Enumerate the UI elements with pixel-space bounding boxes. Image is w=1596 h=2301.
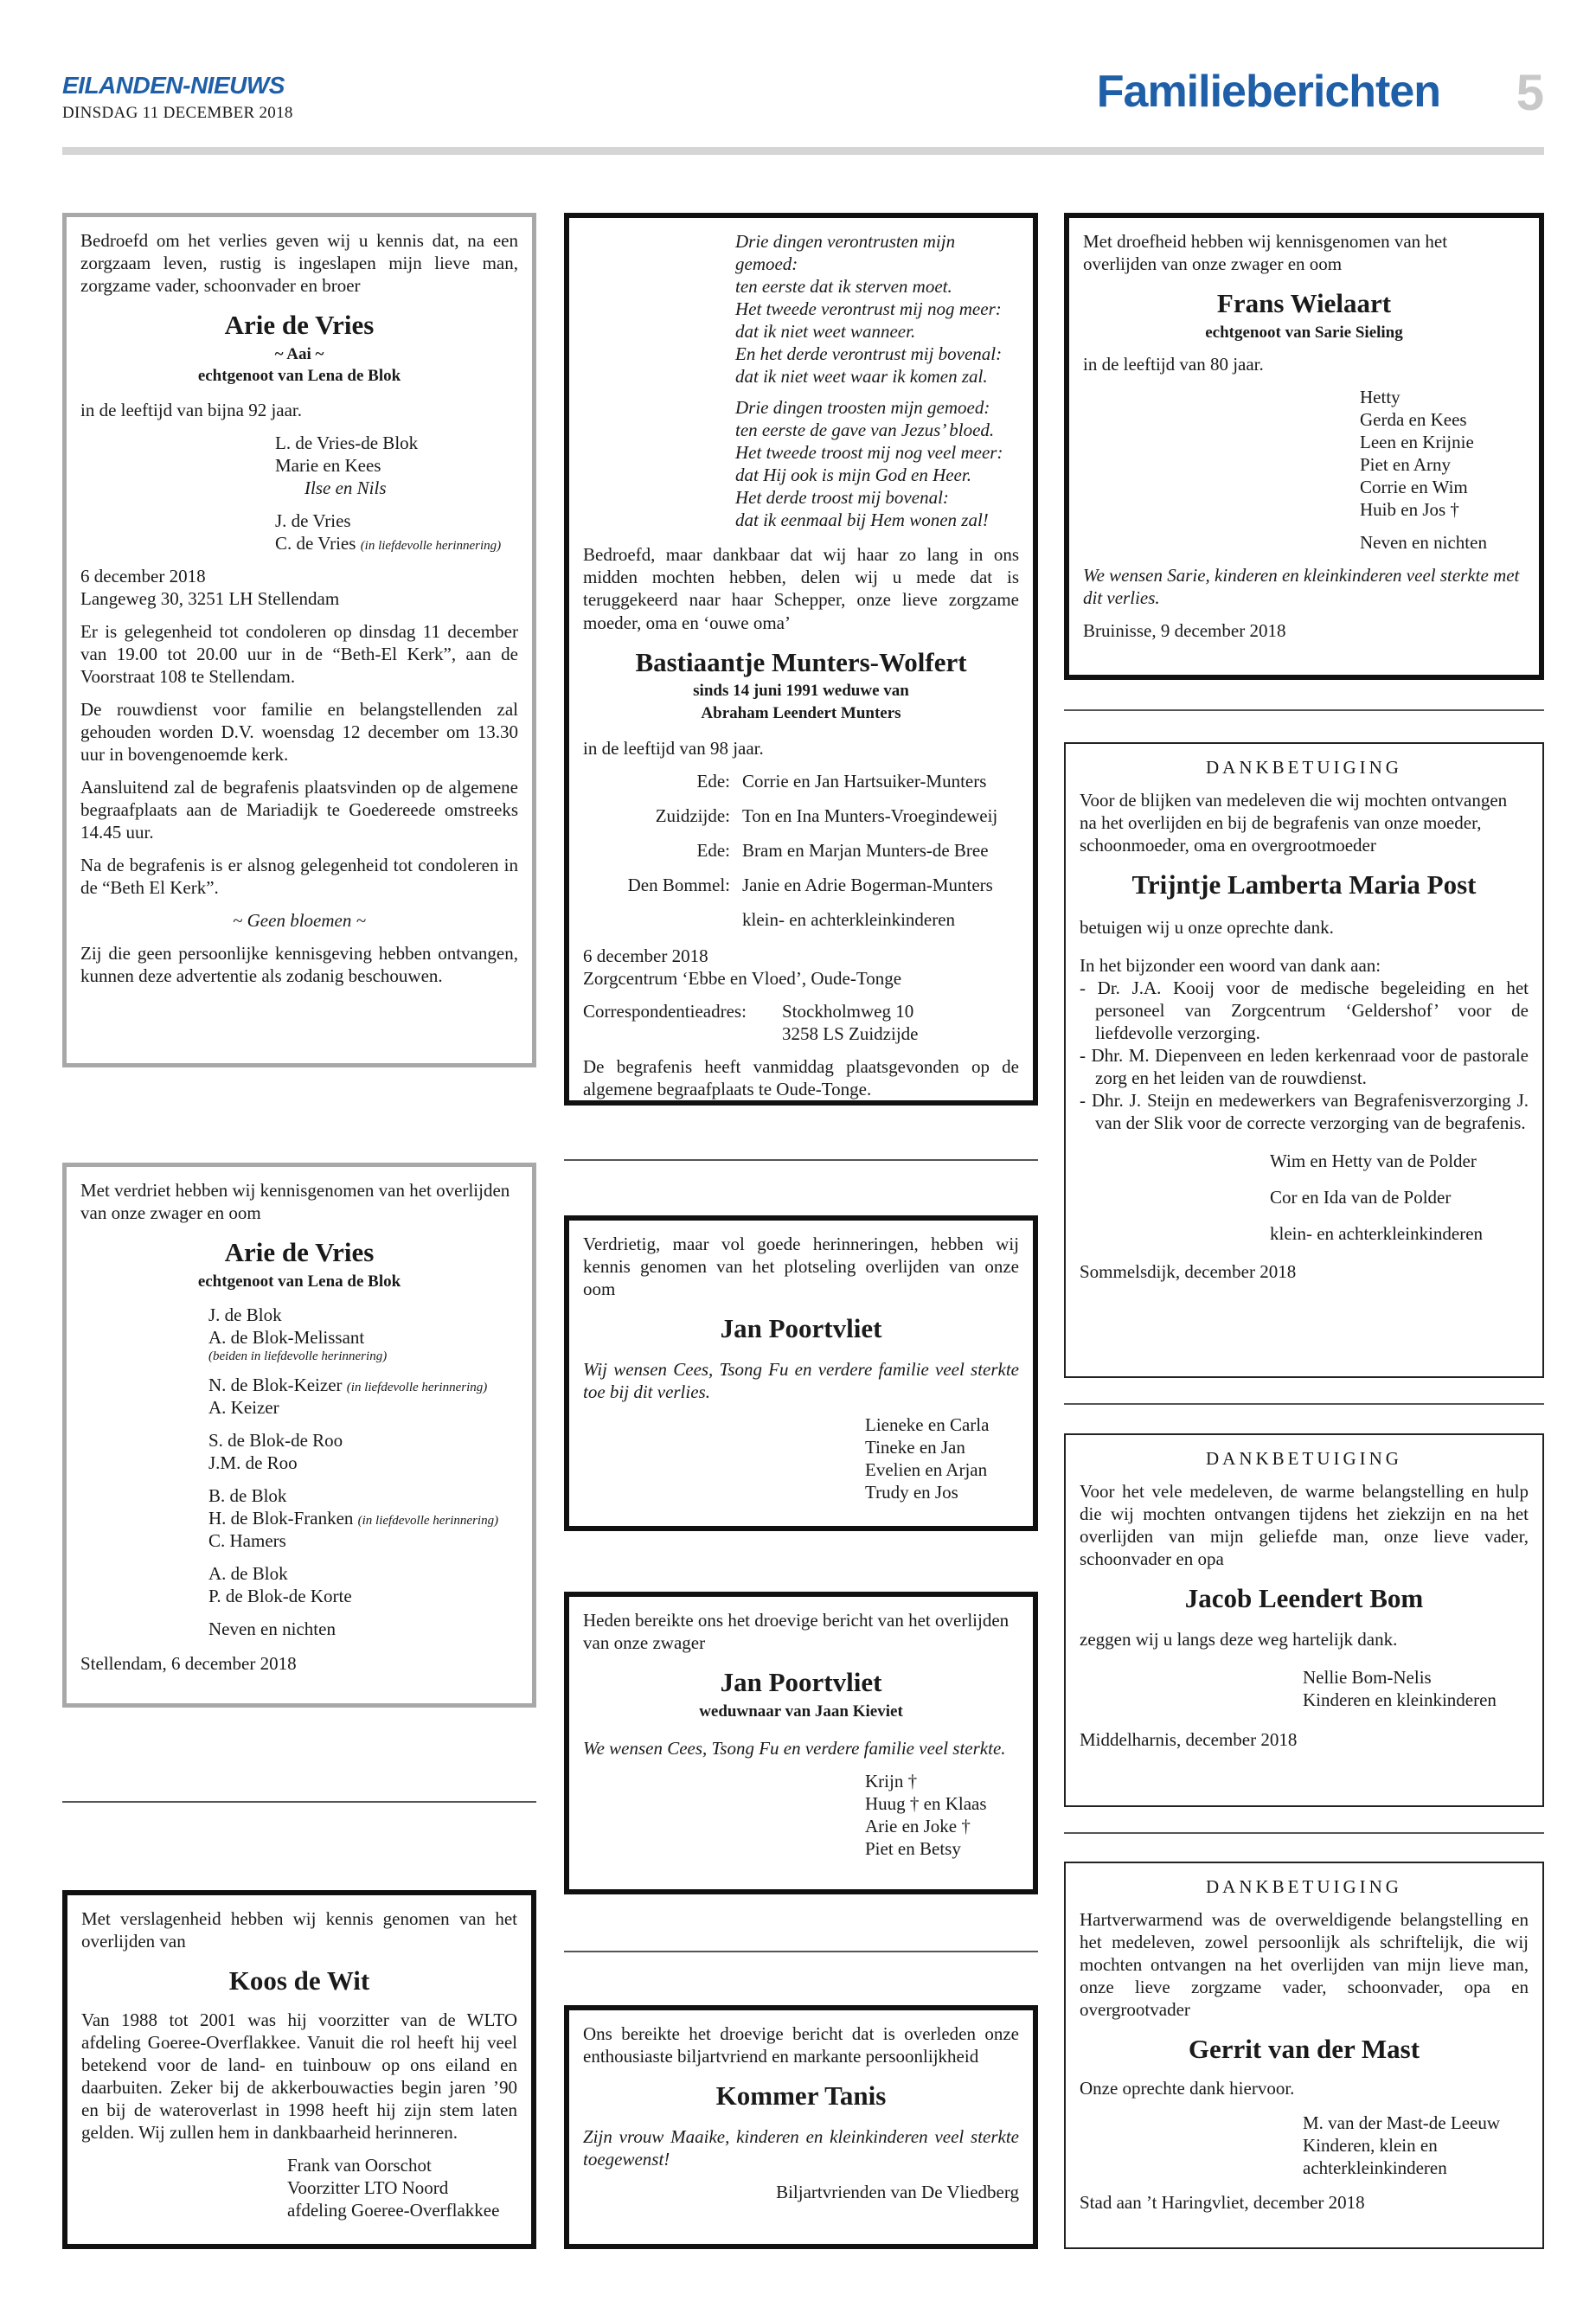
header-divider: [62, 147, 1544, 155]
thanks-text: zeggen wij u langs deze weg hartelijk dank.: [1080, 1628, 1398, 1650]
address-line: Langeweg 30, 3251 LH Stellendam: [80, 587, 340, 609]
family-place: Zuidzijde:: [655, 805, 730, 827]
deceased-name: Gerrit van der Mast: [1188, 2034, 1420, 2065]
intro-text: Voor de blijken van medeleven die wij mochten ontvangen na het overlijden en bij de begrafenis van onze moeder, schoonmoeder, oma en overgrootmoeder: [1080, 790, 1508, 856]
signatory: C. de Vries (in liefdevolle herinnering): [275, 532, 502, 554]
signatory: A. Keizer: [208, 1396, 279, 1418]
signatory: P. de Blok-de Korte: [208, 1585, 352, 1606]
place-date: Stellendam, 6 december 2018: [80, 1653, 297, 1675]
signatories: [1303, 1666, 1529, 1711]
poem-verse-1: Drie dingen verontrusten mijn gemoed: ten eerste dat ik sterven moet. Het tweede verontrust mij nog meer: dat ik niet weet wanneer. En het derde verontrust mij bovenal: dat ik niet weet waar ik komen zal.: [735, 231, 1003, 388]
deceased-name: Bastiaantje Munters-Wolfert: [635, 646, 967, 677]
closing-text: De begrafenis heeft vanmiddag plaatsgevonden op de algemene begraafplaats te Oude-Tonge.: [583, 1056, 1019, 1100]
thanks-item: - Dr. J.A. Kooij voor de medische begeleiding en het personeel van Zorgcentrum ‘Geldershof’ voor de liefdevolle verzorging.: [1080, 977, 1529, 1043]
signatory: Piet en Betsy: [865, 1838, 961, 1860]
intro-text: Ons bereikte het droevige bericht dat is overleden onze enthousiaste biljartvriend en markante persoonlijkheid: [583, 2023, 1019, 2067]
spouse-line: echtgenoot van Lena de Blok: [197, 367, 401, 386]
signatory: afdeling Goeree-Overflakkee: [287, 2199, 500, 2221]
obituary-arie-de-vries-family: [62, 213, 536, 1067]
signatory: Leen en Krijnie: [1360, 432, 1474, 453]
divider: [62, 1801, 536, 1803]
thanks-text: Onze oprechte dank hiervoor.: [1080, 2077, 1295, 2099]
deceased-name: Jan Poortvliet: [720, 1313, 882, 1344]
deceased-name: Arie de Vries: [224, 310, 375, 341]
family-place: Den Bommel:: [627, 875, 730, 896]
family-names: klein- en achterkleinkinderen: [742, 909, 956, 931]
signatory: Tineke en Jan: [865, 1436, 965, 1458]
intro-text: Verdrietig, maar vol goede herinneringen, hebben wij kennis genomen van het plotseling overlijden van onze oom: [583, 1234, 1019, 1300]
deceased-name: Jacob Leendert Bom: [1184, 1583, 1424, 1614]
intro-text: Bedroefd, maar dankbaar dat wij haar zo lang in ons midden mochten hebben, delen wij u mede dat is teruggekeerd naar haar Schepper, onze lieve zorgzame moeder, oma en ‘ouwe oma’: [583, 544, 1019, 633]
wish-text: Wij wensen Cees, Tsong Fu en verdere familie veel sterkte toe bij dit verlies.: [583, 1358, 1019, 1402]
thanks-item: - Dhr. J. Steijn en medewerkers van Begrafenisverzorging J. van der Slik voor de correcte verzorging van de begrafenis.: [1080, 1089, 1529, 1133]
signatory: Kinderen, klein en: [1303, 2134, 1438, 2156]
signatory: Marie en Kees: [275, 454, 381, 476]
thanks-jacob-bom: [1064, 1433, 1544, 1807]
signatory: C. Hamers: [208, 1529, 286, 1551]
deceased-name: Arie de Vries: [224, 1237, 375, 1268]
after-burial-text: Na de begrafenis is er alsnog gelegenheid tot condoleren in de “Beth El Kerk”.: [80, 855, 518, 899]
no-flowers-note: ~ Geen bloemen ~: [233, 910, 366, 932]
newspaper-logo: EILANDEN-NIEUWS: [62, 72, 285, 99]
divider: [1064, 709, 1544, 711]
signatory: Huug † en Klaas: [865, 1793, 987, 1815]
signatory: Biljartvrienden van De Vliedberg: [776, 2181, 1019, 2202]
signatory: Neven en nichten: [1360, 532, 1487, 554]
family-names: Bram en Marjan Munters-de Bree: [742, 840, 989, 862]
signatories: [1270, 1150, 1529, 1245]
signatories: [275, 432, 518, 554]
issue-date: DINSDAG 11 DECEMBER 2018: [62, 103, 293, 122]
family-names: Janie en Adrie Bogerman-Munters: [742, 875, 993, 896]
divider: [1064, 1832, 1544, 1834]
intro-text: Hartverwarmend was de overweldigende belangstelling en het medeleven, zowel persoonlijk als schriftelijk, die wij mochten ontvangen na het overlijden van mijn lieve man, onze lieve zorgzame vader, schoonvader, opa en overgrootvader: [1080, 1909, 1529, 2021]
condolence-text: Er is gelegenheid tot condoleren op dinsdag 11 december van 19.00 tot 20.00 uur in de “Beth-El Kerk”, aan de Voorstraat 108 te Stellendam.: [80, 620, 518, 687]
thanks-gerrit-van-der-mast: [1064, 1862, 1544, 2249]
deceased-name: Frans Wielaart: [1216, 288, 1392, 319]
obituary-frans-wielaart: [1064, 213, 1544, 680]
family-table: [583, 770, 1019, 931]
signatory: Huib en Jos †: [1360, 499, 1459, 521]
signatory: Arie en Joke †: [865, 1816, 971, 1837]
place-date: Stad aan ’t Haringvliet, december 2018: [1080, 2191, 1365, 2213]
spouse-line: weduwnaar van Jaan Kieviet: [699, 1702, 903, 1721]
signatories: [1360, 386, 1525, 554]
thanks-trijntje-post: [1064, 742, 1544, 1378]
obituary-kommer-tanis: [564, 2005, 1038, 2249]
place-date: Bruinisse, 9 december 2018: [1083, 620, 1286, 642]
family-place: Ede:: [696, 840, 730, 862]
burial-text: Aansluitend zal de begrafenis plaatsvinden op de algemene begraafplaats aan de Mariadijk te Goedereede omstreeks 14.45 uur.: [80, 777, 518, 843]
section-title: Familieberichten: [1096, 67, 1440, 117]
spouse-line: echtgenoot van Lena de Blok: [197, 1272, 401, 1291]
signatory: Krijn †: [865, 1771, 918, 1792]
age-line: in de leeftijd van bijna 92 jaar.: [80, 399, 302, 420]
signatory: Voorzitter LTO Noord: [287, 2176, 449, 2198]
signatory: achterkleinkinderen: [1303, 2157, 1447, 2178]
signatory: klein- en achterkleinkinderen: [1270, 1222, 1484, 1244]
signatory: J. de Blok: [208, 1304, 282, 1326]
intro-text: Met verslagenheid hebben wij kennis genomen van het overlijden van: [81, 1908, 517, 1952]
masthead: [62, 71, 293, 123]
signatories: [287, 2154, 517, 2221]
signatory: H. de Blok-Franken (in liefdevolle herinnering): [208, 1507, 499, 1529]
wish-text: We wensen Sarie, kinderen en kleinkinderen veel sterkte met dit verlies.: [1083, 565, 1520, 609]
thanks-heading: DANKBETUIGING: [1206, 1448, 1402, 1469]
place-line: Zorgcentrum ‘Ebbe en Vloed’, Oude-Tonge: [583, 968, 902, 990]
place-date: Sommelsdijk, december 2018: [1080, 1260, 1297, 1282]
signatories: [865, 1413, 1019, 1503]
signatory: N. de Blok-Keizer (in liefdevolle herinnering): [208, 1374, 488, 1395]
signatory: Gerda en Kees: [1360, 409, 1467, 431]
obituary-jan-poortvliet-in-laws: [564, 1592, 1038, 1894]
signatories: [865, 1770, 1019, 1860]
page-number: 5: [1516, 65, 1544, 121]
family-names: Corrie en Jan Hartsuiker-Munters: [742, 771, 987, 792]
date-line: 6 december 2018: [80, 565, 206, 586]
date-line: 6 december 2018: [583, 945, 708, 967]
signatory: Lieneke en Carla: [865, 1413, 990, 1435]
signatory: M. van der Mast-de Leeuw: [1303, 2112, 1501, 2133]
family-names: Ton en Ina Munters-Vroegindeweij: [742, 805, 998, 827]
obituary-bastiaantje-munters-wolfert: [564, 213, 1038, 1106]
divider: [564, 1951, 1038, 1952]
signatory: Kinderen en kleinkinderen: [1303, 1689, 1497, 1710]
signatory: Nellie Bom-Nelis: [1303, 1666, 1432, 1688]
signatory: Wim en Hetty van de Polder: [1270, 1150, 1477, 1171]
deceased-name: Trijntje Lamberta Maria Post: [1131, 869, 1477, 901]
family-place: Ede:: [696, 771, 730, 792]
signatory: Neven en nichten: [208, 1618, 336, 1639]
thanks-heading: DANKBETUIGING: [1206, 1876, 1402, 1897]
signatory: A. de Blok-Melissant: [208, 1327, 365, 1349]
signatory: Trudy en Jos: [865, 1481, 958, 1503]
intro-text: Voor het vele medeleven, de warme belangstelling en hulp die wij mochten ontvangen tijdens het ziekzijn en na het overlijden van mijn geliefde man, onze lieve vader, schoonvader en opa: [1080, 1481, 1529, 1570]
signatory: Piet en Arny: [1360, 454, 1451, 476]
widow-since: sinds 14 juni 1991 weduwe van: [693, 681, 909, 700]
signatory: B. de Blok: [208, 1484, 287, 1506]
signatory: A. de Blok: [208, 1562, 288, 1584]
signatory: Corrie en Wim: [1360, 477, 1468, 498]
obituary-jan-poortvliet-nieces: [564, 1215, 1038, 1531]
signatory-note: (beiden in liefdevolle herinnering): [208, 1349, 388, 1364]
intro-text: Bedroefd om het verlies geven wij u kennis dat, na een zorgzaam leven, rustig is ingeslapen mijn lieve man, zorgzame vader, schoonvader en broer: [80, 230, 518, 297]
divider: [1064, 1403, 1544, 1405]
age-line: in de leeftijd van 80 jaar.: [1083, 354, 1264, 375]
thanks-text: betuigen wij u onze oprechte dank.: [1080, 916, 1334, 938]
signatory: Cor en Ida van de Polder: [1270, 1186, 1452, 1208]
deceased-name: Jan Poortvliet: [720, 1667, 882, 1698]
tribute-text: Van 1988 tot 2001 was hij voorzitter van de WLTO afdeling Goeree-Overflakkee. Vanuit die rol heeft hij veel betekend voor de land- en tuinbouw op ons eiland en daarbuiten. Zeker bij de akkerbouwacties begin jaren ’90 en bij de wateroverlast in 1998 heeft hij zijn stem laten gelden. Wij zullen hem in dankbaarheid herinneren.: [81, 2009, 517, 2143]
wish-text: We wensen Cees, Tsong Fu en verdere familie veel sterkte.: [583, 1738, 1006, 1759]
deceased-name: Kommer Tanis: [715, 2080, 887, 2112]
divider: [564, 1159, 1038, 1161]
signatories: [1303, 2112, 1529, 2179]
spouse-line: echtgenoot van Sarie Sieling: [1205, 323, 1403, 342]
intro-text: Met droefheid hebben wij kennisgenomen van het overlijden van onze zwager en oom: [1083, 231, 1448, 275]
special-thanks-heading: In het bijzonder een woord van dank aan:: [1080, 954, 1381, 976]
intro-text: Met verdriet hebben wij kennisgenomen van het overlijden van onze zwager en oom: [80, 1180, 510, 1224]
service-text: De rouwdienst voor familie en belangstellenden zal gehouden worden D.V. woensdag 12 december om 13.30 uur in bovengenoemde kerk.: [80, 698, 518, 766]
deceased-name: Koos de Wit: [228, 1965, 370, 1997]
signatory: J. de Vries: [275, 510, 351, 531]
intro-text: Heden bereikte ons het droevige bericht van het overlijden van onze zwager: [583, 1610, 1010, 1654]
signatory: Frank van Oorschot: [287, 2154, 432, 2176]
nickname: ~ Aai ~: [274, 344, 324, 363]
signatory: Ilse en Nils: [304, 477, 387, 498]
signatory: Hetty: [1360, 387, 1401, 408]
signatory: J.M. de Roo: [208, 1452, 298, 1473]
thanks-item: - Dhr. M. Diepenveen en leden kerkenraad voor de pastorale zorg en het leiden van de rouwdienst.: [1080, 1044, 1529, 1088]
signatory: L. de Vries-de Blok: [275, 432, 419, 453]
signatory: Evelien en Arjan: [865, 1458, 988, 1480]
wish-text: Zijn vrouw Maaike, kinderen en kleinkinderen veel sterkte toegewenst!: [583, 2125, 1019, 2170]
place-date: Middelharnis, december 2018: [1080, 1728, 1298, 1750]
signatories: [208, 1304, 518, 1640]
thanks-heading: DANKBETUIGING: [1206, 757, 1402, 778]
notice-text: Zij die geen persoonlijke kennisgeving hebben ontvangen, kunnen deze advertentie als zodanig beschouwen.: [80, 943, 518, 987]
age-line: in de leeftijd van 98 jaar.: [583, 738, 764, 760]
correspondence-address: Correspondentieadres: Stockholmweg 10 3258 LS Zuidzijde: [583, 1001, 919, 1045]
obituary-koos-de-wit: [62, 1890, 536, 2249]
signatory: S. de Blok-de Roo: [208, 1429, 343, 1451]
obituary-arie-de-vries-in-laws: [62, 1163, 536, 1708]
husband-name: Abraham Leendert Munters: [701, 703, 901, 722]
poem-verse-2: Drie dingen troosten mijn gemoed: ten eerste de gave van Jezus’ bloed. Het tweede troost mij nog veel meer: dat Hij ook is mijn God en Heer. Het derde troost mij bovenal: dat ik eenmaal bij Hem wonen zal!: [735, 397, 1003, 531]
